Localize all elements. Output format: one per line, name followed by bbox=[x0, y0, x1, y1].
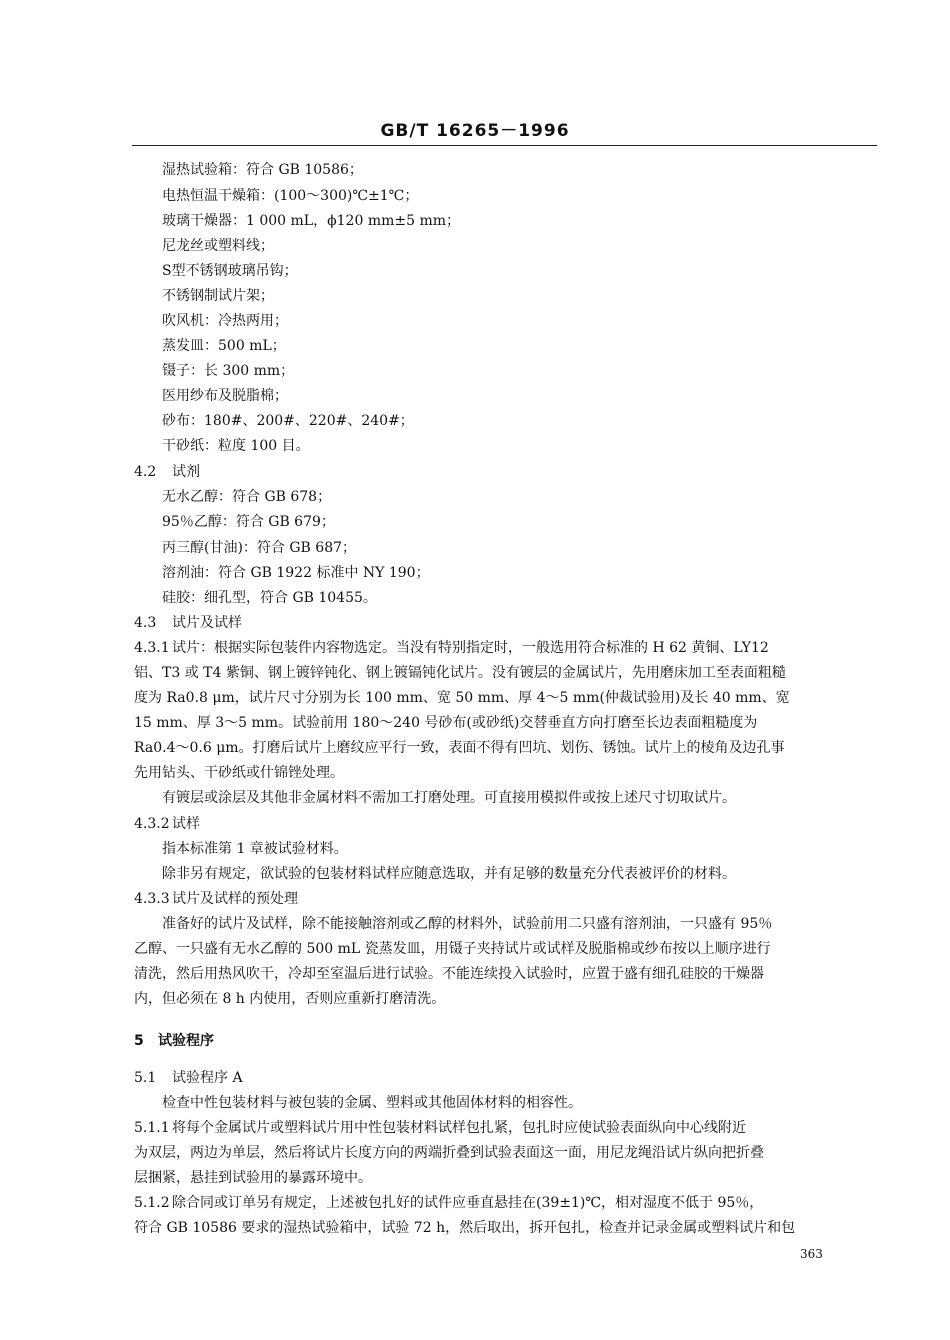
paragraph-line: 准备好的试片及试样，除不能接触溶剂或乙醇的材料外，试验前用二只盛有溶剂油，一只盛有 95％ bbox=[162, 916, 773, 932]
section-5-1-1-line bbox=[134, 1118, 746, 1138]
apparatus-item: 蒸发皿：500 mL； bbox=[162, 338, 286, 354]
section-4-3-2-heading bbox=[134, 814, 200, 834]
paragraph-line: 符合 GB 10586 要求的湿热试验箱中，试验 72 h，然后取出，拆开包扎，检查并记录金属或塑料试片和包 bbox=[134, 1220, 796, 1236]
apparatus-item: 干砂纸：粒度 100 目。 bbox=[162, 438, 310, 454]
chapter-number: 5 bbox=[134, 1033, 144, 1049]
paragraph-line: 有镀层或涂层及其他非金属材料不需加工打磨处理。可直接用模拟件或按上述尺寸切取试片。 bbox=[162, 790, 736, 806]
paragraph-text: 除合同或订单另有规定，上述被包扎好的试件应垂直悬挂在(39±1)℃，相对湿度不低于 95％， bbox=[172, 1195, 764, 1211]
reagent-item: 丙三醇(甘油)：符合 GB 687； bbox=[162, 540, 357, 556]
apparatus-item: 吹风机：冷热两用； bbox=[162, 313, 288, 329]
reagent-item: 95％乙醇：符合 GB 679； bbox=[162, 514, 335, 530]
section-4-3-heading bbox=[134, 613, 242, 633]
apparatus-item: 湿热试验箱：符合 GB 10586； bbox=[162, 162, 363, 178]
section-number: 5.1.1 bbox=[134, 1120, 170, 1136]
chapter-title: 试验程序 bbox=[158, 1033, 214, 1049]
paragraph-line: 乙醇、一只盛有无水乙醇的 500 mL 瓷蒸发皿，用镊子夹持试片或试样及脱脂棉或纱布按以上顺序进行 bbox=[134, 941, 771, 957]
section-title: 试片及试样 bbox=[172, 615, 242, 631]
paragraph-line: 清洗，然后用热风吹干，冷却至室温后进行试验。不能连续投入试验时，应置于盛有细孔硅胶的干燥器 bbox=[134, 966, 764, 982]
paragraph-line: 度为 Ra0.8 μm，试片尺寸分别为长 100 mm、宽 50 mm、厚 4～5 mm(仲裁试验用)及长 40 mm、宽 bbox=[134, 690, 790, 706]
section-4-2-heading bbox=[134, 462, 200, 482]
apparatus-item: 医用纱布及脱脂棉； bbox=[162, 388, 288, 404]
apparatus-item: S型不锈钢玻璃吊钩； bbox=[162, 263, 298, 279]
section-5-1-heading bbox=[134, 1068, 243, 1088]
reagent-item: 硅胶：细孔型，符合 GB 10455。 bbox=[162, 590, 377, 606]
section-number: 5.1.2 bbox=[134, 1195, 170, 1211]
reagent-item: 溶剂油：符合 GB 1922 标准中 NY 190； bbox=[162, 565, 430, 581]
paragraph-line: 层捆紧，悬挂到试验用的暴露环境中。 bbox=[134, 1170, 372, 1186]
section-4-3-1-line bbox=[134, 638, 769, 658]
section-5-1-2-line bbox=[134, 1193, 763, 1213]
section-title: 试验程序 A bbox=[172, 1070, 243, 1086]
apparatus-item: 砂布：180#、200#、220#、240#； bbox=[162, 413, 414, 429]
section-number: 4.2 bbox=[134, 464, 157, 480]
paragraph-line: 先用钻头、干砂纸或什锦锉处理。 bbox=[134, 765, 344, 781]
apparatus-item: 不锈钢制试片架； bbox=[162, 288, 274, 304]
paragraph-line: 铝、T3 或 T4 紫铜、钢上镀锌钝化、钢上镀镉钝化试片。没有镀层的金属试片，先用磨床加工至表面粗糙 bbox=[134, 665, 786, 681]
paragraph-line: 为双层，两边为单层，然后将试片长度方向的两端折叠到试验表面这一面，用尼龙绳沿试片纵向把折叠 bbox=[134, 1145, 764, 1161]
chapter-5-heading bbox=[134, 1031, 214, 1051]
apparatus-item: 镊子：长 300 mm； bbox=[162, 363, 295, 379]
section-number: 4.3.2 bbox=[134, 816, 170, 832]
apparatus-item: 尼龙丝或塑料线； bbox=[162, 238, 274, 254]
paragraph-line: 指本标准第 1 章被试验材料。 bbox=[162, 841, 348, 857]
paragraph-line: Ra0.4～0.6 μm。打磨后试片上磨纹应平行一致，表面不得有凹坑、划伤、锈蚀。试片上的棱角及边孔事 bbox=[134, 740, 785, 756]
apparatus-item: 玻璃干燥器：1 000 mL，ϕ120 mm±5 mm； bbox=[162, 213, 461, 229]
paragraph-text: 试片：根据实际包装件内容物选定。当没有特别指定时，一般选用符合标准的 H 62 黄铜、LY12 bbox=[172, 640, 769, 656]
page-number: 363 bbox=[800, 1247, 823, 1261]
section-number: 4.3.1 bbox=[134, 640, 170, 656]
standard-code-header: GB/T 16265－1996 bbox=[380, 121, 570, 141]
apparatus-item: 电热恒温干燥箱：(100～300)℃±1℃； bbox=[162, 188, 419, 204]
paragraph-text: 将每个金属试片或塑料试片用中性包装材料试样包扎紧，包扎时应使试验表面纵向中心线附近 bbox=[172, 1120, 746, 1136]
section-number: 5.1 bbox=[134, 1070, 157, 1086]
section-title: 试片及试样的预处理 bbox=[172, 891, 298, 907]
paragraph-line: 除非另有规定，欲试验的包装材料试样应随意选取，并有足够的数量充分代表被评价的材料。 bbox=[162, 866, 736, 882]
reagent-item: 无水乙醇：符合 GB 678； bbox=[162, 489, 332, 505]
section-number: 4.3 bbox=[134, 615, 157, 631]
section-title: 试剂 bbox=[172, 464, 200, 480]
paragraph-line: 检查中性包装材料与被包装的金属、塑料或其他固体材料的相容性。 bbox=[162, 1095, 582, 1111]
section-4-3-3-heading bbox=[134, 889, 298, 909]
section-title: 试样 bbox=[172, 816, 200, 832]
paragraph-line: 15 mm、厚 3～5 mm。试验前用 180～240 号砂布(或砂纸)交替垂直方向打磨至长边表面粗糙度为 bbox=[134, 715, 758, 731]
section-number: 4.3.3 bbox=[134, 891, 170, 907]
paragraph-line: 内，但必须在 8 h 内使用，否则应重新打磨清洗。 bbox=[134, 991, 446, 1007]
